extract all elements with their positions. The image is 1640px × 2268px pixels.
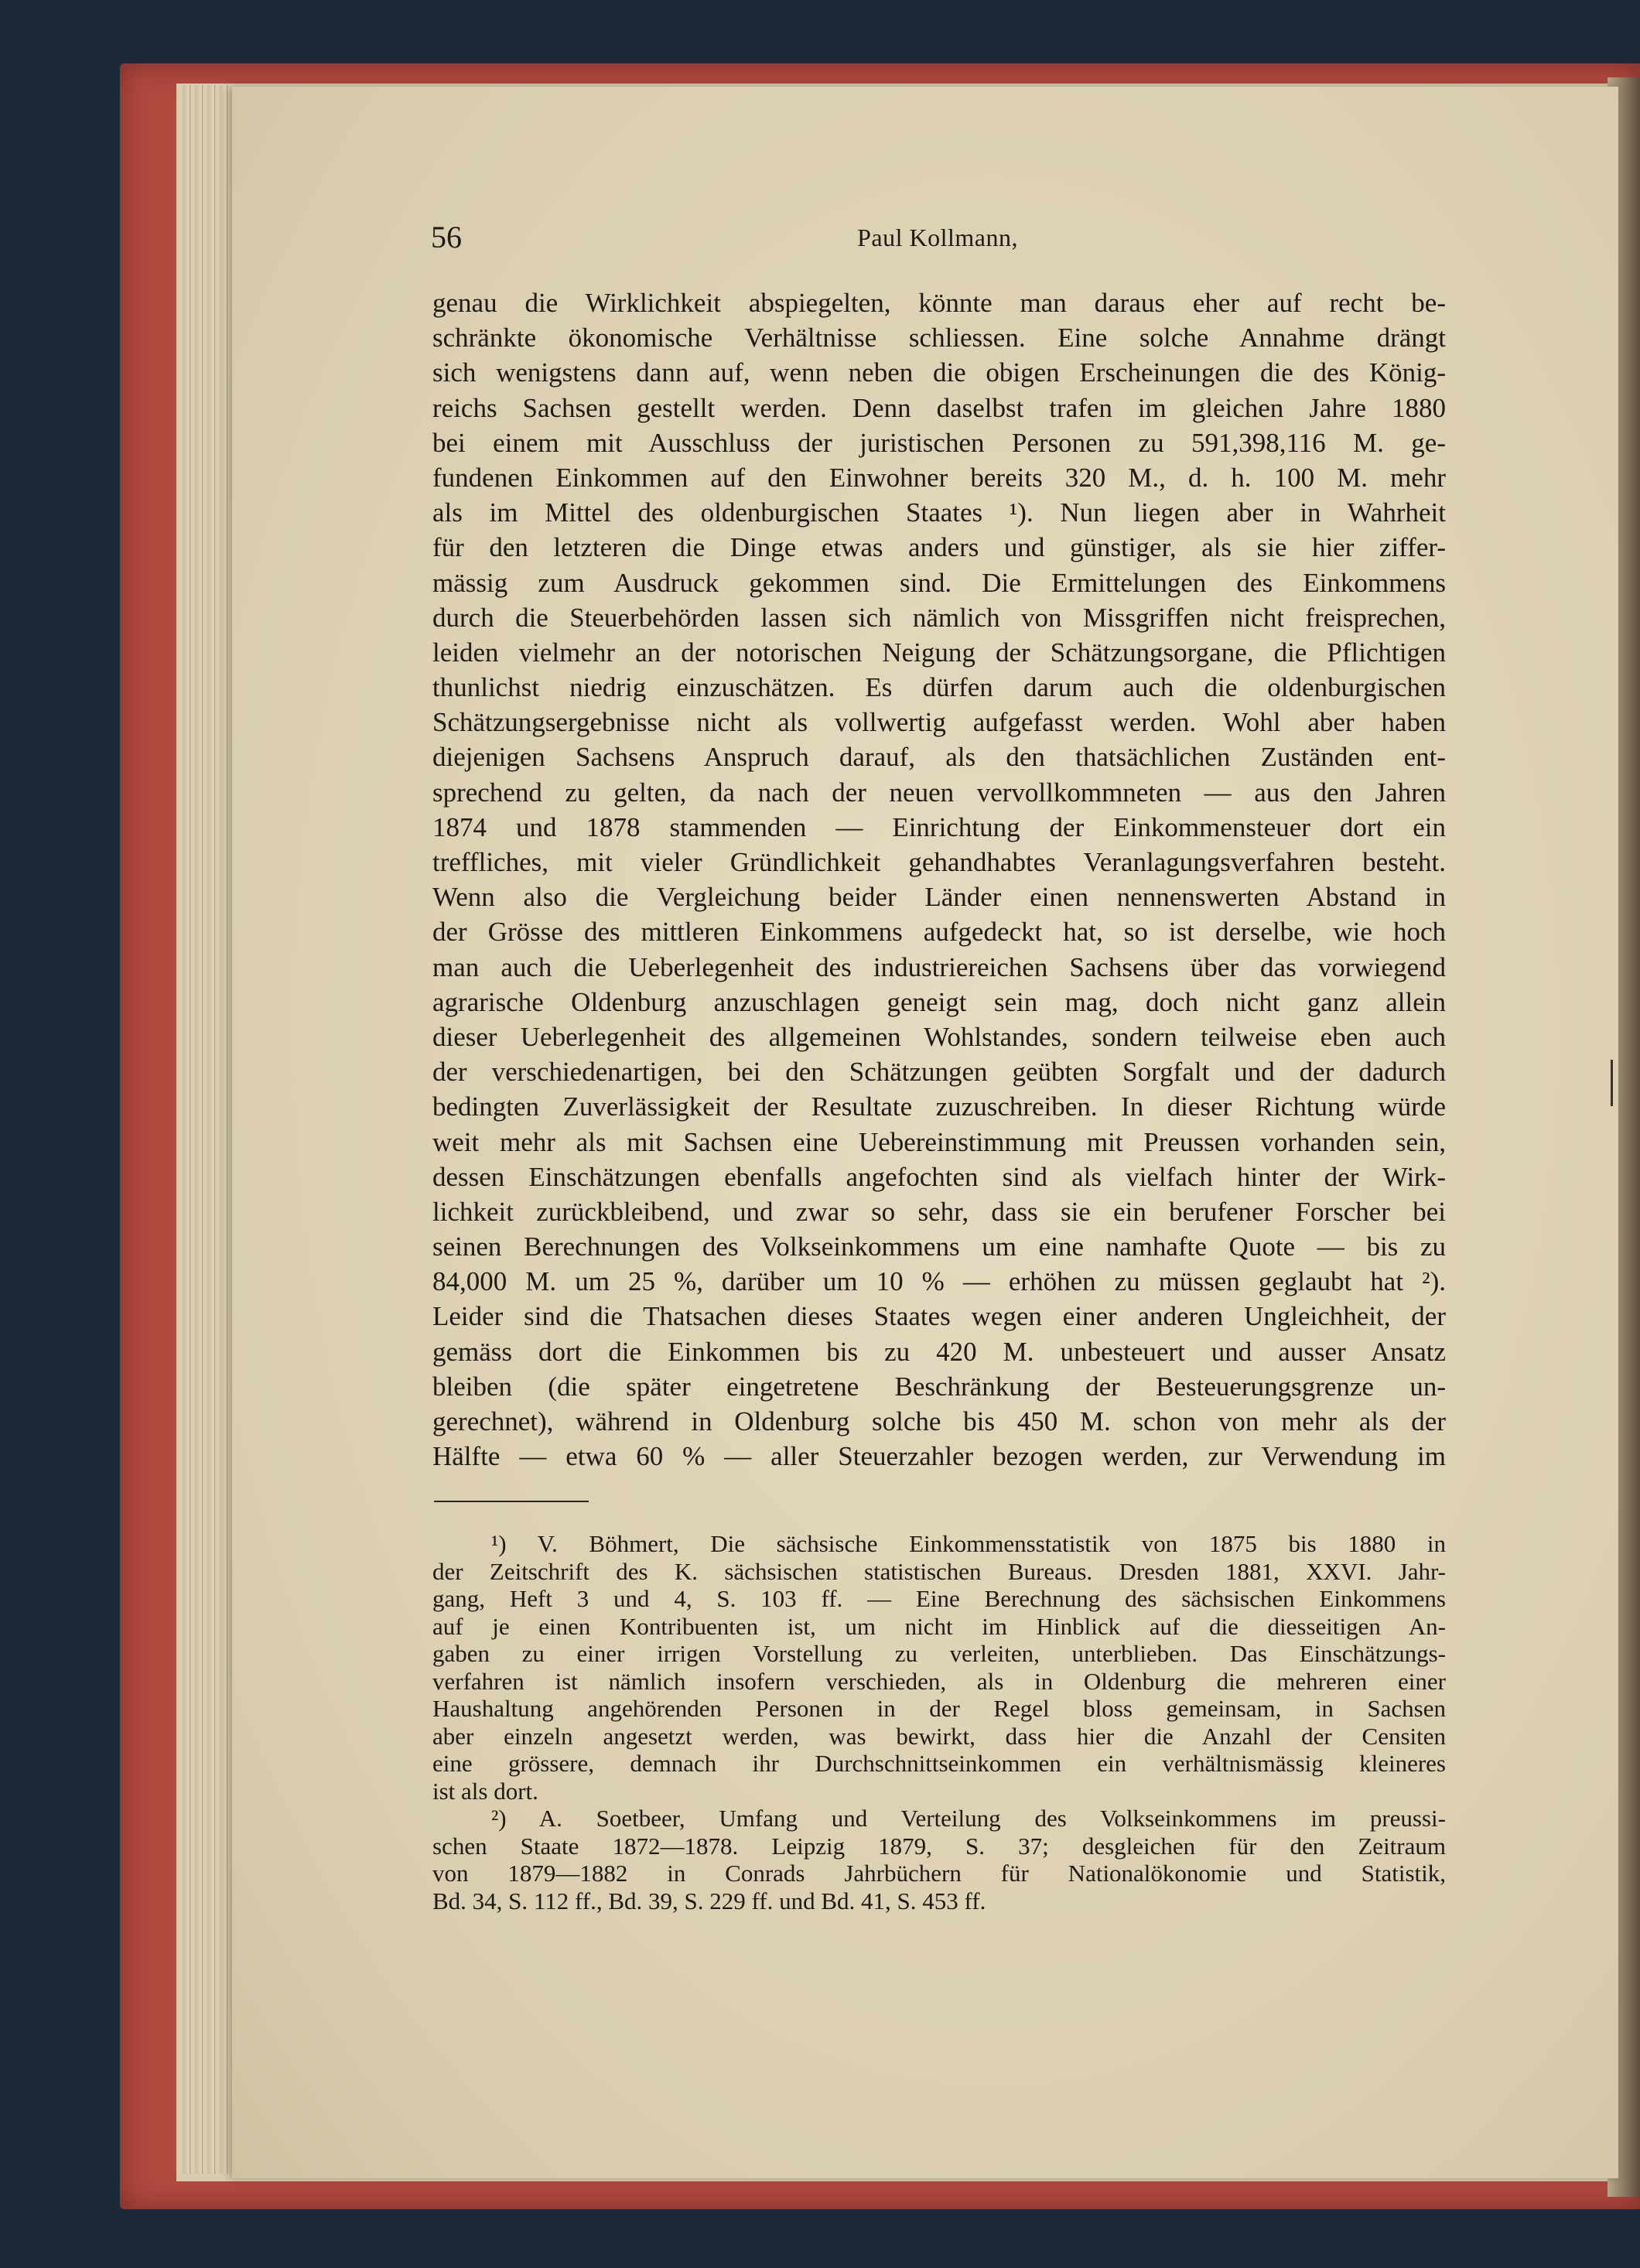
text-line: gemäss dort die Einkommen bis zu 420 M. unbesteuert und ausser Ansatz xyxy=(432,1336,1446,1367)
footnote-line: ist als dort. xyxy=(432,1777,538,1805)
page-edge xyxy=(220,85,227,2174)
text-line: durch die Steuerbehörden lassen sich nämlich von Missgriffen nicht freisprechen, xyxy=(432,602,1446,633)
text-line: mässig zum Ausdruck gekommen sind. Die Ermittelungen des Einkommens xyxy=(432,567,1446,598)
page-header xyxy=(431,219,1444,258)
text-line: Hälfte — etwa 60 % — aller Steuerzahler bezogen werden, zur Verwendung im xyxy=(432,1441,1446,1472)
text-line: reichs Sachsen gestellt werden. Denn daselbst trafen im gleichen Jahre 1880 xyxy=(432,392,1446,423)
footnote-line: aber einzeln angesetzt werden, was bewirkt, dass hier die Anzahl der Censiten xyxy=(432,1722,1446,1750)
text-line: bei einem mit Ausschluss der juristischen Personen zu 591,398,116 M. ge- xyxy=(432,427,1446,458)
page-edge xyxy=(183,85,190,2174)
text-line: 84,000 M. um 25 %, darüber um 10 % — erhöhen zu müssen geglaubt hat ²). xyxy=(432,1266,1446,1297)
text-line: Schätzungsergebnisse nicht als vollwertig aufgefasst werden. Wohl aber haben xyxy=(432,707,1446,738)
page-number: 56 xyxy=(431,220,462,254)
text-line: seinen Berechnungen des Volkseinkommens um eine namhafte Quote — bis zu xyxy=(432,1231,1446,1262)
footnote-line: auf je einen Kontribuenten ist, um nicht im Hinblick auf die diesseitigen An- xyxy=(432,1612,1446,1640)
footnote-line: gang, Heft 3 und 4, S. 103 ff. — Eine Berechnung des sächsischen Einkommens xyxy=(432,1585,1446,1612)
margin-mark xyxy=(1611,1060,1613,1106)
footnote-line: Bd. 34, S. 112 ff., Bd. 39, S. 229 ff. und Bd. 41, S. 453 ff. xyxy=(432,1887,986,1914)
footnote-line: Haushaltung angehörenden Personen in der Regel bloss gemeinsam, in Sachsen xyxy=(432,1695,1446,1722)
footnote-line: von 1879—1882 in Conrads Jahrbüchern für Nationalökonomie und Statistik, xyxy=(432,1860,1446,1887)
running-head: Paul Kollmann, xyxy=(857,224,1018,251)
text-line: weit mehr als mit Sachsen eine Uebereinstimmung mit Preussen vorhanden sein, xyxy=(432,1126,1446,1157)
text-line: für den letzteren die Dinge etwas anders und günstiger, als sie hier ziffer- xyxy=(432,532,1446,563)
text-line: dessen Einschätzungen ebenfalls angefochten sind als vielfach hinter der Wirk- xyxy=(432,1161,1446,1192)
text-line: gerechnet), während in Oldenburg solche bis 450 M. schon von mehr als der xyxy=(432,1406,1446,1436)
footnote-line: ²) A. Soetbeer, Umfang und Verteilung des Volkseinkommens im preussi- xyxy=(491,1805,1446,1832)
text-line: bleiben (die später eingetretene Beschränkung der Besteuerungsgrenze un- xyxy=(432,1371,1446,1402)
footnote-rule xyxy=(434,1501,589,1502)
footnote-line: der Zeitschrift des K. sächsischen statistischen Bureaus. Dresden 1881, XXVI. Jahr- xyxy=(432,1557,1446,1585)
text-line: agrarische Oldenburg anzuschlagen geneigt sein mag, doch nicht ganz allein xyxy=(432,986,1446,1017)
text-line: der Grösse des mittleren Einkommens aufgedeckt hat, so ist derselbe, wie hoch xyxy=(432,917,1446,948)
text-line: lichkeit zurückbleibend, und zwar so sehr, dass sie ein berufener Forscher bei xyxy=(432,1196,1446,1227)
text-line: dieser Ueberlegenheit des allgemeinen Wohlstandes, sondern teilweise eben auch xyxy=(432,1021,1446,1052)
footnote-line: gaben zu einer irrigen Vorstellung zu verleiten, unterblieben. Das Einschätzungs- xyxy=(432,1640,1446,1667)
text-line: treffliches, mit vieler Gründlichkeit gehandhabtes Veranlagungsverfahren besteht. xyxy=(432,847,1446,877)
footnotes xyxy=(432,1530,1446,1914)
body-text xyxy=(432,285,1446,1474)
text-line: bedingten Zuverlässigkeit der Resultate zuzuschreiben. In dieser Richtung würde xyxy=(432,1091,1446,1122)
text-line: sprechend zu gelten, da nach der neuen vervollkommneten — aus den Jahren xyxy=(432,777,1446,808)
text-line: leiden vielmehr an der notorischen Neigung der Schätzungsorgane, die Pflichtigen xyxy=(432,637,1446,668)
text-line: thunlichst niedrig einzuschätzen. Es dürfen darum auch die oldenburgischen xyxy=(432,672,1446,703)
text-line: diejenigen Sachsens Anspruch darauf, als den thatsächlichen Zuständen ent- xyxy=(432,742,1446,773)
footnote-line: verfahren ist nämlich insofern verschieden, als in Oldenburg die mehreren einer xyxy=(432,1667,1446,1695)
text-line: 1874 und 1878 stammenden — Einrichtung der Einkommensteuer dort ein xyxy=(432,811,1446,842)
text-line: Leider sind die Thatsachen dieses Staates wegen einer anderen Ungleichheit, der xyxy=(432,1301,1446,1332)
text-line: genau die Wirklichkeit abspiegelten, könnte man daraus eher auf recht be- xyxy=(432,288,1446,318)
text-line: schränkte ökonomische Verhältnisse schliessen. Eine solche Annahme drängt xyxy=(432,323,1446,354)
text-line: sich wenigstens dann auf, wenn neben die obigen Erscheinungen die des König- xyxy=(432,357,1446,388)
footnote-line: eine grössere, demnach ihr Durchschnittseinkommen ein verhältnismässig kleineres xyxy=(432,1750,1446,1777)
text-line: Wenn also die Vergleichung beider Länder einen nennenswerten Abstand in xyxy=(432,882,1446,913)
text-line: fundenen Einkommen auf den Einwohner bereits 320 M., d. h. 100 M. mehr xyxy=(432,462,1446,493)
footnote-line: ¹) V. Böhmert, Die sächsische Einkommensstatistik von 1875 bis 1880 in xyxy=(491,1530,1446,1557)
page-edge xyxy=(207,85,215,2174)
text-line: man auch die Ueberlegenheit des industriereichen Sachsens über das vorwiegend xyxy=(432,951,1446,982)
text-line: als im Mittel des oldenburgischen Staates ¹). Nun liegen aber in Wahrheit xyxy=(432,497,1446,528)
page-edge xyxy=(195,85,203,2174)
footnote-line: schen Staate 1872—1878. Leipzig 1879, S. 37; desgleichen für den Zeitraum xyxy=(432,1832,1446,1860)
text-line: der verschiedenartigen, bei den Schätzungen geübten Sorgfalt und der dadurch xyxy=(432,1057,1446,1088)
